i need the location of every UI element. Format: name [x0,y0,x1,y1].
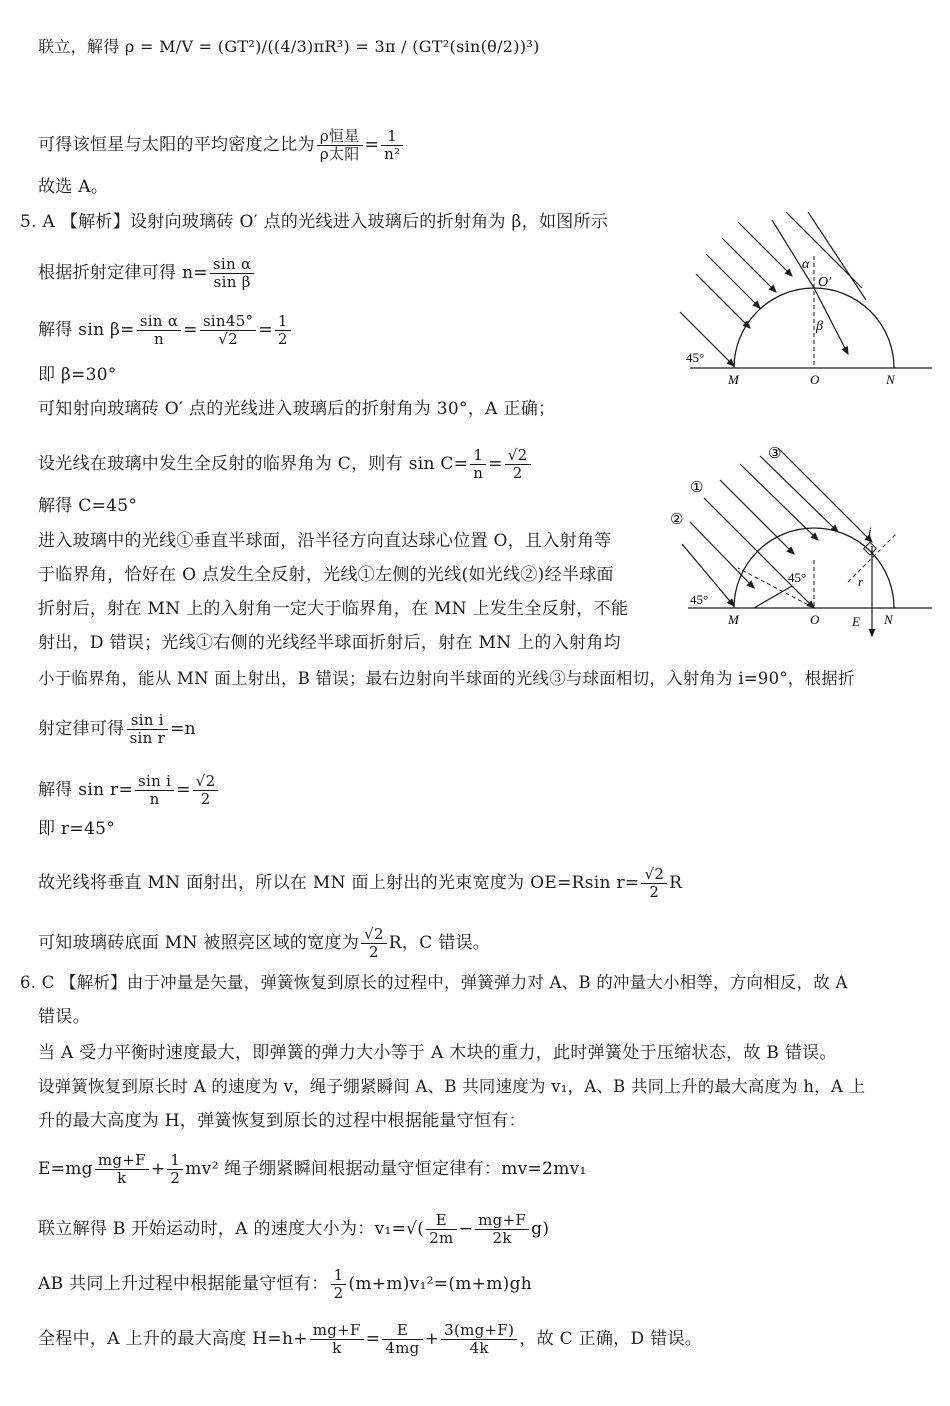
q5-para-4: 射出，D 错误；光线①右侧的光线经半球面折射后，射在 MN 上的入射角均 [38,633,621,653]
equals: = [365,1329,381,1349]
text: AB 共同上升过程中根据能量守恒有： [38,1274,329,1294]
text: g) [531,1219,550,1239]
fraction [95,1152,149,1187]
density-ratio-fraction [317,128,363,163]
text: ，故 C 正确，D 错误。 [519,1329,703,1349]
incident-ray [722,238,776,292]
fraction [475,1212,529,1247]
incident-ray-3 [778,448,872,542]
q6-line-rise [38,1267,532,1302]
q6-line-2: 错误。 [38,1007,90,1027]
fraction [127,712,169,747]
fraction [167,1152,183,1187]
q5-line-width [38,926,490,961]
frac-num: 1 [167,1152,183,1170]
incident-ray [696,274,750,328]
frac-den: sin β [213,273,251,291]
fraction [331,1267,347,1302]
frac-den: k [117,1169,127,1187]
frac-num: ρ恒星 [317,128,363,146]
right-angle-mark [864,542,877,555]
fraction [210,256,255,291]
frac-den: 2 [333,1284,344,1302]
label-m: M [728,372,739,387]
frac-den: k [332,1339,342,1357]
fraction [641,866,667,901]
incident-ray-2 [690,522,754,588]
q6-line-max-height [38,1322,702,1357]
q5-line-refraction-law [38,256,256,291]
frac-num: 1 [275,313,291,331]
text: 联立解得 B 开始运动时，A 的速度大小为：v₁=√( [38,1219,425,1239]
incident-ray [808,212,866,300]
q5-line-beta: 即 β=30° [38,365,117,385]
frac-num: √2 [193,773,219,791]
text: R，C 错误。 [388,933,491,953]
frac-den: n [149,790,160,808]
formula-density [38,36,540,58]
fraction [426,1212,456,1247]
q5-para-1: 进入玻璃中的光线①垂直半球面，沿半径方向直达球心位置 O，且入射角等 [38,531,612,551]
frac-den: 2 [277,330,288,348]
frac-num: sin45° [200,313,257,331]
q5-heading: 5. A 【解析】设射向玻璃砖 O′ 点的光线进入玻璃后的折射角为 β，如图所示 [20,212,609,232]
fraction [310,1322,364,1357]
figure-refraction-1 [676,212,938,392]
frac-num: mg+F [95,1152,149,1170]
q5-line-sin-beta [38,313,293,348]
frac-den: 2 [369,943,379,961]
fraction [200,313,257,348]
frac-num: E [382,1322,422,1340]
text: 射定律可得 [38,719,125,739]
label-n: N [884,612,893,627]
frac-num: 1 [470,447,486,465]
text: 根据折射定律可得 n= [38,263,208,283]
label-45-left: 45° [690,592,709,607]
formula-density-text: 联立，解得 ρ = M/V = (GT²)/((4/3)πR³) = 3π / (GT²(sin(θ/2))³) [38,37,540,56]
q5-line-snell [38,712,196,747]
frac-num: E [426,1212,456,1230]
label-m: M [728,612,739,627]
label-45: 45° [686,350,705,365]
fraction [470,447,486,482]
ratio-value-fraction [381,128,403,163]
equals: = [488,454,503,474]
label-ray-1: ① [690,480,704,496]
text: 故光线将垂直 MN 面射出，所以在 MN 面上射出的光束宽度为 OE=Rsin r= [38,873,640,893]
text: 解得 sin β= [38,320,135,340]
q6-line-5: 升的最大高度为 H，弹簧恢复到原长的过程中根据能量守恒有： [38,1111,526,1131]
frac-den: 2k [492,1229,512,1247]
text: E=mg [38,1159,93,1179]
frac-num: √2 [361,926,387,944]
label-i: i [868,524,872,539]
frac-num: sin i [127,712,169,730]
frac-den: √2 [218,330,238,348]
frac-den: 2 [170,1169,181,1187]
frac-num: sin α [210,256,255,274]
q5-line-oe [38,866,682,901]
q5-para-3: 折射后，射在 MN 上的入射角一定大于临界角，在 MN 上发生全反射，不能 [38,599,629,619]
q5-line-c: 解得 C=45° [38,496,138,516]
label-alpha: α [802,257,810,272]
frac-den: n² [384,145,401,163]
frac-den: 2 [200,790,211,808]
frac-den: ρ太阳 [319,145,360,163]
label-45-center: 45° [788,570,807,585]
fraction [135,773,174,808]
frac-num: 3(mg+F) [441,1322,517,1340]
frac-den: 2m [429,1229,454,1247]
q5-line-sin-r [38,773,220,808]
frac-num: √2 [505,447,531,465]
q5-para-2: 于临界角，恰好在 O 点发生全反射，光线①左侧的光线(如光线②)经半球面 [38,565,614,585]
label-o: O [810,612,820,627]
frac-den: 2 [512,464,523,482]
q5-line-r: 即 r=45° [38,819,116,839]
q5-line-critical-angle [38,447,533,482]
q6-line-energy [38,1152,587,1187]
incident-ray [720,480,794,554]
incident-ray [738,222,792,276]
text: 设光线在玻璃中发生全反射的临界角为 C，则有 sin C= [38,454,469,474]
q5-line-a-correct: 可知射向玻璃砖 O′ 点的光线进入玻璃后的折射角为 30°，A 正确； [38,399,556,419]
equals: = [364,135,380,155]
incident-ray [760,456,838,532]
text: 全程中，A 上升的最大高度 H=h+ [38,1329,308,1349]
minus: − [458,1219,474,1239]
density-ratio-text: 可得该恒星与太阳的平均密度之比为 [38,135,315,155]
q6-line-velocity [38,1212,549,1247]
q6-line-3: 当 A 受力平衡时速度最大，即弹簧的弹力大小等于 A 木块的重力，此时弹簧处于压缩状态，故 B 错误。 [38,1043,837,1063]
text: R [669,873,683,893]
frac-den: n [473,464,484,482]
frac-num: √2 [641,866,667,884]
label-beta: β [816,319,823,334]
q5-para-5: 小于临界角，能从 MN 面上射出，B 错误；最右边射向半球面的光线③与球面相切，入射角为 i=90°，根据折 [38,669,855,688]
text: 可知玻璃砖底面 MN 被照亮区域的宽度为 [38,933,360,953]
equals: = [176,780,191,800]
frac-den: 2 [649,883,660,901]
fraction [193,773,219,808]
figure-refraction-2 [668,440,938,640]
frac-num: sin α [137,313,182,331]
plus: + [424,1329,440,1349]
density-ratio-line [38,128,405,163]
frac-den: 4mg [385,1339,420,1357]
frac-den: 4k [469,1339,489,1357]
label-oprime: O′ [818,275,832,290]
incident-ray [772,220,814,288]
fraction [137,313,182,348]
q6-heading: 6. C 【解析】由于冲量是矢量，弹簧恢复到原长的过程中，弹簧弹力对 A、B 的冲量大小相等，方向相反，故 A [20,973,848,992]
frac-num: 1 [331,1267,347,1285]
frac-den: sin r [129,729,166,747]
frac-den: n [154,330,164,348]
frac-num: mg+F [310,1322,364,1340]
fraction [441,1322,517,1357]
text: 解得 sin r= [38,780,133,800]
text: mv² 绳子绷紧瞬间根据动量守恒定律有：mv=2mv₁ [185,1159,587,1179]
label-n: N [886,372,895,387]
incident-ray [740,464,818,540]
text: (m+m)v₁²=(m+m)gh [348,1274,533,1294]
answer-line: 故选 A。 [38,177,109,197]
equals: = [258,320,273,340]
label-o: O [810,372,820,387]
equals: = [183,320,198,340]
label-ray-2: ② [670,512,684,528]
fraction [382,1322,422,1357]
q6-line-4: 设弹簧恢复到原长时 A 的速度为 v，绳子绷紧瞬间 A、B 共同速度为 v₁，A、B 共同上升的最大高度为 h，A 上 [38,1077,866,1096]
fraction [361,926,387,961]
plus: + [150,1159,166,1179]
fraction [505,447,531,482]
frac-num: sin i [135,773,174,791]
incident-ray [706,254,760,308]
label-ray-3: ③ [768,446,782,462]
text: =n [170,719,196,739]
label-e: E [852,614,860,629]
frac-num: 1 [381,128,403,146]
refracted-ray [754,586,792,608]
fraction [275,313,291,348]
frac-num: mg+F [475,1212,529,1230]
label-r: r [858,574,864,589]
